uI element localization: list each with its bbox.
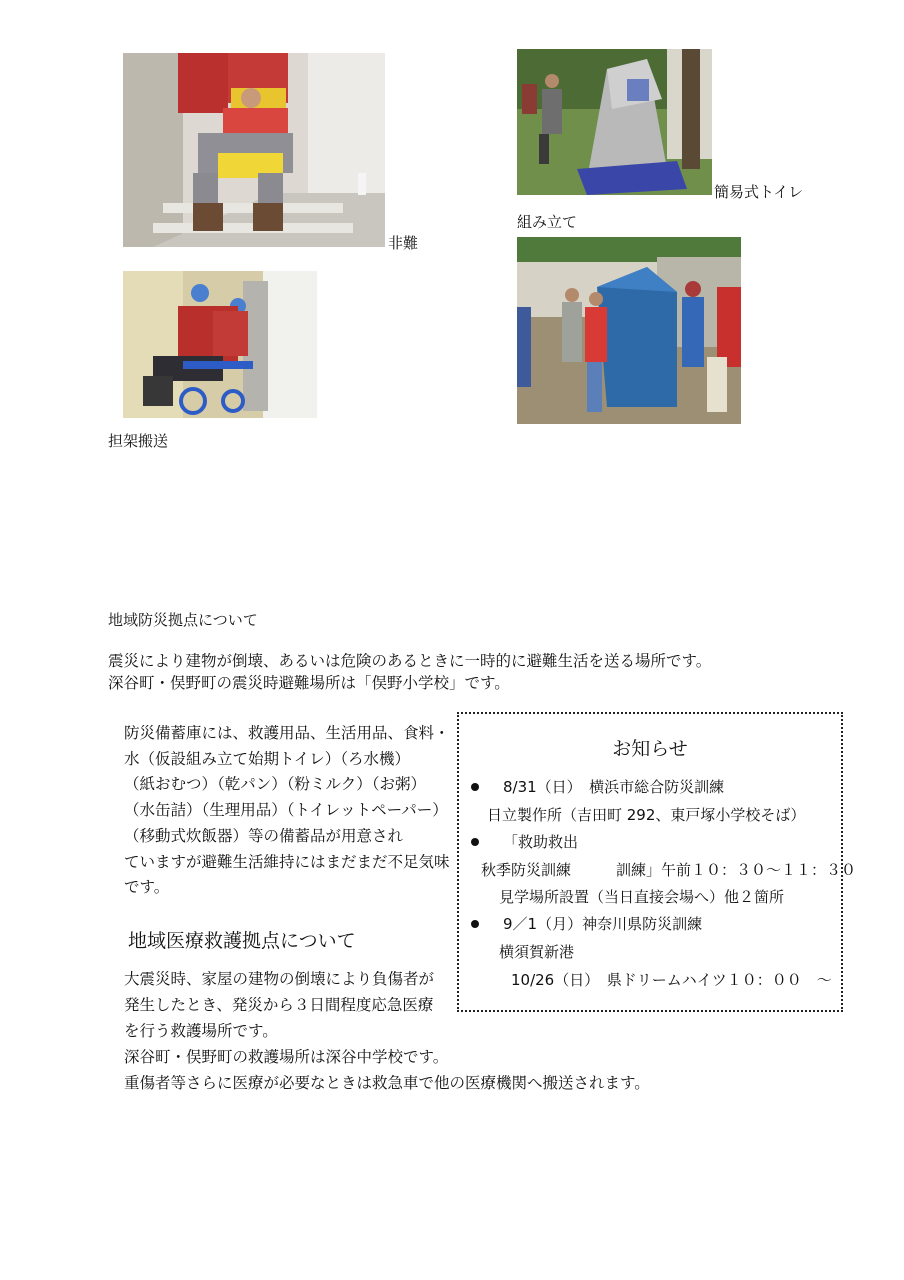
text-line: ていますが避難生活維持にはまだまだ不足気味 [124,852,450,871]
text-line: 大震災時、家屋の建物の倒壊により負傷者が [124,970,435,988]
bullet-icon [471,838,479,846]
toilet-caption-line1: 簡易式トイレ [714,183,804,201]
notice-line: 8/31（日） 横浜市総合防災訓練 [503,778,725,796]
stretcher-caption: 担架搬送 [108,432,169,450]
tent-group-photo [517,237,741,424]
text-line: 発生したとき、発災から３日間程度応急医療 [124,996,434,1014]
text-line: 深谷町・俣野町の救護場所は深谷中学校です。 [124,1048,449,1066]
text-line: （水缶詰）（生理用品）（トイレットペーパー） [124,801,448,820]
notice-line: 「救助救出 [503,833,579,851]
stretcher-photo [123,271,317,418]
text-line: 重傷者等さらに医療が必要なときは救急車で他の医療機関へ搬送されます。 [124,1074,650,1092]
notice-box [457,712,857,1012]
notice-line: 横須賀新港 [499,943,575,961]
evacuation-chair-photo [123,53,385,247]
text-line: を行う救護場所です。 [124,1022,278,1040]
disaster-base-heading: 地域防災拠点について [108,611,258,629]
notice-line: 9／1（月）神奈川県防災訓練 [503,915,703,933]
text-line: 防災備蓄庫には、救護用品、生活用品、食料・ [124,724,450,742]
text-line: （紙おむつ）（乾パン）（粉ミルク）（お粥） [124,775,426,794]
disaster-base-description [108,650,711,694]
text-line: です。 [124,878,170,897]
bullet-icon [471,783,479,791]
notice-line: 見学場所設置（当日直接会場へ）他２箇所 [499,888,785,906]
notice-title: お知らせ [612,738,688,760]
toilet-caption-line2: 組み立て [517,213,578,231]
notice-line: 日立製作所（吉田町 292、東戸塚小学校そば） [487,806,806,824]
text-line: 震災により建物が倒壊、あるいは危険のあるときに一時的に避難生活を送る場所です。 [108,652,712,670]
notice-line: 秋季防災訓練 訓練」午前１０：３０〜１１：３０ [481,861,857,879]
toilet-assembly-photo [517,49,712,195]
stockpile-paragraph [124,721,450,901]
text-line: （移動式炊飯器）等の備蓄品が用意され [124,826,404,845]
text-line: 水（仮設組み立て始期トイレ）（ろ水機） [124,749,410,768]
medical-base-heading: 地域医療救護拠点について [128,930,356,952]
notice-line: 10/26（日） 県ドリームハイツ１０：００ 〜 [511,971,832,989]
text-line: 深谷町・俣野町の震災時避難場所は「俣野小学校」です。 [108,674,510,692]
evacuation-caption: 非難 [388,234,419,252]
bullet-icon [471,920,479,928]
